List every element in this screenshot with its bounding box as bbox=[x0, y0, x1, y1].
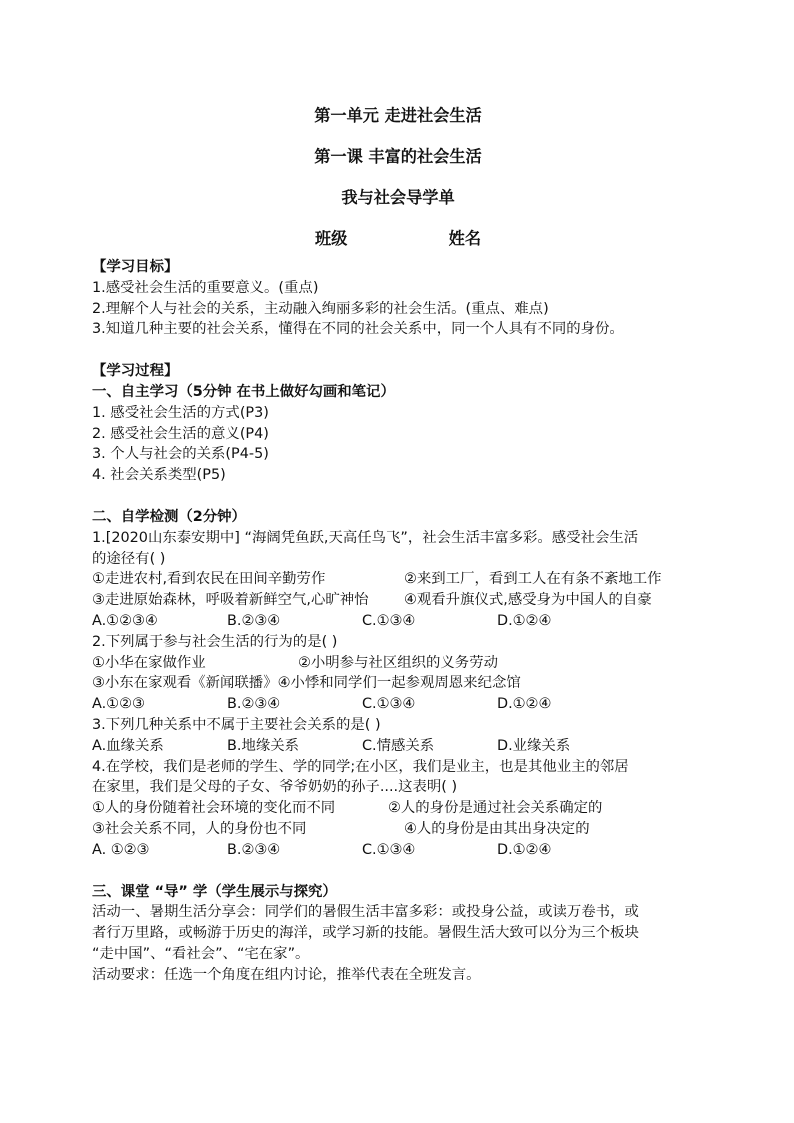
sheet-title: 我与社会导学单 bbox=[341, 188, 455, 207]
class-name-row bbox=[92, 227, 704, 257]
q4-option-1: ①人的身份随着社会环境的变化而不同 bbox=[92, 800, 336, 817]
q3-choice-b: B.地缘关系 bbox=[227, 737, 300, 754]
question-3-choices bbox=[92, 736, 704, 757]
q3-choice-d: D.业缘关系 bbox=[497, 737, 571, 754]
question-2-options-row bbox=[92, 673, 704, 694]
class-label: 班级 bbox=[314, 229, 348, 248]
q2-choice-b: B.②③④ bbox=[227, 696, 281, 713]
q3-choice-a: A.血缘关系 bbox=[92, 737, 164, 754]
activity-requirement: 活动要求：任选一个角度在组内讨论，推举代表在全班发言。 bbox=[92, 966, 481, 983]
q1-option-2: ②来到工厂，看到工人在有条不紊地工作 bbox=[404, 571, 662, 588]
q1-choice-d: D.①②④ bbox=[497, 612, 552, 629]
self-study-item: 4. 社会关系类型(P5) bbox=[92, 467, 226, 484]
q1-choice-c: C.①③④ bbox=[362, 612, 416, 629]
q2-option-4: ④小悸和同学们一起参观周恩来纪念馆 bbox=[277, 675, 521, 692]
q4-option-2: ②人的身份是通过社会关系确定的 bbox=[388, 800, 603, 817]
q4-choice-d: D.①②④ bbox=[497, 841, 552, 858]
question-2-choices bbox=[92, 694, 704, 715]
process-heading: 【学习过程】 bbox=[92, 363, 179, 380]
q1-option-3: ③走进原始森林，呼吸着新鲜空气,心旷神怡 bbox=[92, 592, 369, 609]
question-4-text: 4.在学校，我们是老师的学生、学的同学;在小区，我们是业主，也是其他业主的邻居 bbox=[92, 758, 629, 775]
self-study-item: 2. 感受社会生活的意义(P4) bbox=[92, 425, 269, 442]
classroom-heading: 三、课堂 “导” 学（学生展示与探究） bbox=[92, 883, 337, 900]
q4-choice-a: A. ①②③ bbox=[92, 841, 150, 858]
goal-item: 2.理解个人与社会的关系，主动融入绚丽多彩的社会生活。(重点、难点) bbox=[92, 300, 549, 317]
activity-text: 活动一、暑期生活分享会：同学们的暑假生活丰富多彩：或投身公益，或读万卷书，或 bbox=[92, 904, 639, 921]
q2-choice-c: C.①③④ bbox=[362, 696, 416, 713]
activity-text-cont: 者行万里路，或畅游于历史的海洋，或学习新的技能。暑假生活大致可以分为三个板块 bbox=[92, 925, 639, 942]
q4-choice-c: C.①③④ bbox=[362, 841, 416, 858]
q1-choice-b: B.②③④ bbox=[227, 612, 281, 629]
self-study-item: 3. 个人与社会的关系(P4-5) bbox=[92, 446, 269, 463]
goal-item: 1.感受社会生活的重要意义。(重点) bbox=[92, 279, 319, 296]
q4-option-3: ③社会关系不同，人的身份也不同 bbox=[92, 820, 307, 837]
question-4-text-cont: 在家里，我们是父母的子女、爷爷奶奶的孙子....这表明( ) bbox=[92, 779, 458, 796]
q2-option-2: ②小明参与社区组织的义务劳动 bbox=[298, 654, 498, 671]
self-study-item: 1. 感受社会生活的方式(P3) bbox=[92, 404, 269, 421]
self-study-heading: 一、自主学习（5分钟 在书上做好勾画和笔记） bbox=[92, 383, 395, 400]
activity-text-cont: “走中国”、“看社会”、“宅在家”。 bbox=[92, 945, 310, 962]
goals-heading: 【学习目标】 bbox=[92, 259, 179, 275]
q4-option-4: ④人的身份是由其出身决定的 bbox=[404, 820, 590, 837]
q1-option-1: ①走进农村,看到农民在田间辛勤劳作 bbox=[92, 571, 326, 588]
question-1-text-cont: 的途径有( ) bbox=[92, 550, 166, 567]
question-1-choices bbox=[92, 611, 704, 632]
q1-choice-a: A.①②③④ bbox=[92, 612, 158, 629]
question-2-options-row bbox=[92, 653, 704, 674]
name-label: 姓名 bbox=[448, 229, 482, 248]
question-3-text: 3.下列几种关系中不属于主要社会关系的是( ) bbox=[92, 716, 381, 733]
document-body bbox=[92, 104, 704, 986]
q3-choice-c: C.情感关系 bbox=[362, 737, 435, 754]
q2-choice-d: D.①②④ bbox=[497, 696, 552, 713]
unit-title: 第一单元 走进社会生活 bbox=[314, 106, 482, 125]
goal-item: 3.知道几种主要的社会关系，懂得在不同的社会关系中，同一个人具有不同的身份。 bbox=[92, 321, 624, 338]
q4-choice-b: B.②③④ bbox=[227, 841, 281, 858]
q2-option-1: ①小华在家做作业 bbox=[92, 654, 206, 671]
question-4-options-row bbox=[92, 798, 704, 819]
question-4-options-row bbox=[92, 819, 704, 840]
q2-option-3: ③小东在家观看《新闻联播》 bbox=[92, 675, 278, 692]
self-check-heading: 二、自学检测（2分钟） bbox=[92, 508, 246, 525]
question-2-text: 2.下列属于参与社会生活的行为的是( ) bbox=[92, 633, 338, 650]
q1-option-4: ④观看升旗仪式,感受身为中国人的自豪 bbox=[404, 592, 652, 609]
question-1-options-row bbox=[92, 590, 704, 611]
question-1-text: 1.[2020山东泰安期中] “海阔凭鱼跃,天高任鸟飞”，社会生活丰富多彩。感受社会生活 bbox=[92, 529, 639, 546]
lesson-title: 第一课 丰富的社会生活 bbox=[314, 147, 482, 166]
q2-choice-a: A.①②③ bbox=[92, 696, 145, 713]
question-1-options-row bbox=[92, 569, 704, 590]
question-4-choices bbox=[92, 840, 704, 861]
